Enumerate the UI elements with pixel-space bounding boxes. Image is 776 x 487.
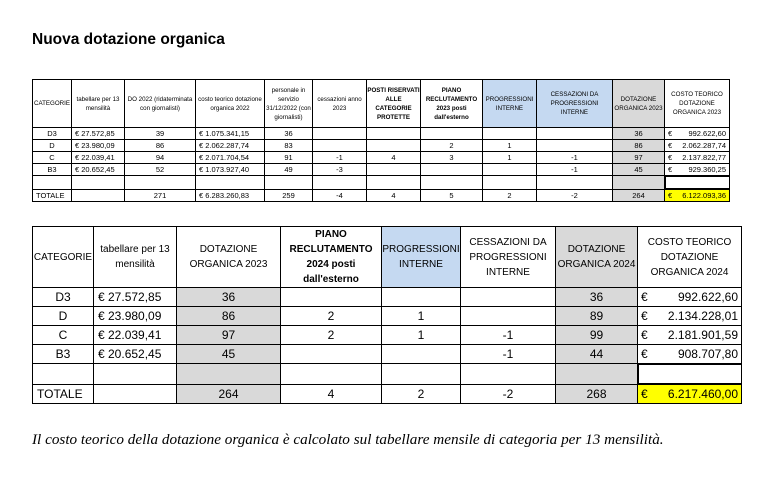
spacer-row	[33, 364, 742, 385]
currency-symbol: €	[668, 191, 673, 200]
table-row	[33, 152, 730, 164]
header-cell: PROGRESSIONI INTERNE	[483, 80, 537, 128]
header-cell: personale in servizio 31/12/2022 (con giornalisti)	[265, 80, 313, 128]
table-cell	[382, 345, 461, 364]
table-cell	[483, 164, 537, 176]
table-cell: B3	[33, 164, 72, 176]
cost-value: 992.622,60	[688, 129, 726, 138]
table-cell: 4	[367, 190, 421, 202]
table-cell: 4	[281, 385, 382, 404]
table-cell	[537, 128, 613, 140]
table-cell: C	[33, 152, 72, 164]
table-cell	[421, 164, 483, 176]
empty-cell	[537, 176, 613, 190]
cost-value: 6.122.093,36	[682, 191, 726, 200]
table-cell: -1	[461, 326, 556, 345]
table-cell: 2	[281, 326, 382, 345]
empty-cell	[281, 364, 382, 385]
cost-cell	[638, 385, 742, 404]
table-row	[33, 326, 742, 345]
currency-symbol: €	[668, 141, 673, 150]
table-cell: -2	[461, 385, 556, 404]
empty-cell	[613, 176, 665, 190]
table-cell: 259	[265, 190, 313, 202]
cost-cell	[665, 164, 730, 176]
table-cell: 86	[125, 140, 196, 152]
currency-symbol: €	[668, 129, 673, 138]
cost-cell	[665, 128, 730, 140]
currency-symbol: €	[641, 290, 648, 304]
table-cell: -3	[313, 164, 367, 176]
currency-symbol: €	[641, 387, 648, 401]
table-cell: 1	[483, 152, 537, 164]
table-cell: 39	[125, 128, 196, 140]
table-cell: D3	[33, 288, 94, 307]
table-cell: 97	[177, 326, 281, 345]
table-cell: 271	[125, 190, 196, 202]
table-cell: 2	[483, 190, 537, 202]
table-header-row	[33, 227, 742, 288]
table-cell	[382, 288, 461, 307]
header-cell: CESSAZIONI DA PROGRESSIONI INTERNE	[461, 227, 556, 288]
currency-symbol: €	[641, 328, 648, 342]
table-cell: 5	[421, 190, 483, 202]
cost-cell	[638, 326, 742, 345]
cost-value: 929.360,25	[688, 165, 726, 174]
empty-cell	[125, 176, 196, 190]
table-cell: -2	[537, 190, 613, 202]
table-cell: 52	[125, 164, 196, 176]
table-cell: -1	[461, 345, 556, 364]
table-cell	[313, 140, 367, 152]
table-row	[33, 140, 730, 152]
table-cell: 97	[613, 152, 665, 164]
empty-cell	[638, 364, 742, 384]
table-cell: 2	[421, 140, 483, 152]
table-cell: € 1.073.927,40	[196, 164, 265, 176]
empty-cell	[196, 176, 265, 190]
header-cell: CATEGORIE	[33, 227, 94, 288]
cost-cell	[665, 140, 730, 152]
empty-cell	[177, 364, 281, 385]
table-cell: 4	[367, 152, 421, 164]
table-cell: 99	[556, 326, 638, 345]
table-cell: € 20.652,45	[94, 345, 177, 364]
table-cell: 86	[613, 140, 665, 152]
cost-cell	[665, 190, 730, 202]
empty-cell	[461, 364, 556, 385]
table-cell: € 22.039,41	[94, 326, 177, 345]
header-cell: DOTAZIONE ORGANICA 2023	[177, 227, 281, 288]
cost-cell	[665, 152, 730, 164]
empty-cell	[556, 364, 638, 385]
empty-cell	[382, 364, 461, 385]
header-cell: POSTI RISERVATI ALLE CATEGORIE PROTETTE	[367, 80, 421, 128]
cost-value: 992.622,60	[677, 290, 738, 304]
table-cell: € 22.039,41	[72, 152, 125, 164]
table-cell: € 27.572,85	[72, 128, 125, 140]
table-cell	[94, 385, 177, 404]
table-cell: 36	[556, 288, 638, 307]
table-cell: 2	[382, 385, 461, 404]
table-cell	[281, 288, 382, 307]
table-row	[33, 307, 742, 326]
table-cell: 1	[382, 326, 461, 345]
cost-value: 2.134.228,01	[667, 309, 738, 323]
table-row	[33, 288, 742, 307]
table-dotazione-2023	[32, 79, 730, 202]
table-cell	[367, 128, 421, 140]
cost-cell	[638, 345, 742, 364]
header-cell: PIANO RECLUTAMENTO 2023 posti dall'esterno	[421, 80, 483, 128]
table-row	[33, 128, 730, 140]
header-cell: tabellare per 13 mensilità	[94, 227, 177, 288]
table-cell: 2	[281, 307, 382, 326]
empty-cell	[33, 176, 72, 190]
table-dotazione-2024	[32, 226, 742, 404]
table-cell: € 27.572,85	[94, 288, 177, 307]
table-cell: € 23.980,09	[72, 140, 125, 152]
header-cell: DOTAZIONE ORGANICA 2024	[556, 227, 638, 288]
table-cell: 45	[177, 345, 281, 364]
table-cell: 3	[421, 152, 483, 164]
table-cell: € 2.062.287,74	[196, 140, 265, 152]
currency-symbol: €	[641, 347, 648, 361]
header-cell: COSTO TEORICO DOTAZIONE ORGANICA 2024	[638, 227, 742, 288]
currency-symbol: €	[641, 309, 648, 323]
table-cell: C	[33, 326, 94, 345]
empty-cell	[367, 176, 421, 190]
header-cell: CESSAZIONI DA PROGRESSIONI INTERNE	[537, 80, 613, 128]
empty-cell	[265, 176, 313, 190]
table-cell: D	[33, 307, 94, 326]
empty-cell	[72, 176, 125, 190]
table-cell: B3	[33, 345, 94, 364]
table-cell	[421, 128, 483, 140]
header-cell: costo teorico dotazione organica 2022	[196, 80, 265, 128]
table-cell	[461, 307, 556, 326]
table-cell	[367, 140, 421, 152]
cost-value: 6.217.460,00	[667, 387, 738, 401]
header-cell: cessazioni anno 2023	[313, 80, 367, 128]
header-cell: PROGRESSIONI INTERNE	[382, 227, 461, 288]
table-cell: 49	[265, 164, 313, 176]
table-cell: 1	[382, 307, 461, 326]
header-cell: DO 2022 (ridaterminata con giornalisti)	[125, 80, 196, 128]
table-cell: 1	[483, 140, 537, 152]
total-row	[33, 385, 742, 404]
table-cell	[313, 128, 367, 140]
empty-cell	[313, 176, 367, 190]
table-cell: 36	[265, 128, 313, 140]
table-cell: € 1.075.341,15	[196, 128, 265, 140]
table-cell: € 6.283.260,83	[196, 190, 265, 202]
currency-symbol: €	[668, 153, 673, 162]
table-cell: 83	[265, 140, 313, 152]
table-cell: 36	[613, 128, 665, 140]
table-cell: TOTALE	[33, 385, 94, 404]
table-cell: 86	[177, 307, 281, 326]
page-title: Nuova dotazione organica	[32, 31, 225, 48]
table-cell	[461, 288, 556, 307]
footnote: Il costo teorico della dotazione organica è calcolato sul tabellare mensile di categoria per 13 mensilità.	[32, 431, 664, 448]
cost-value: 908.707,80	[677, 347, 738, 361]
table-cell: -4	[313, 190, 367, 202]
empty-cell	[94, 364, 177, 385]
empty-cell	[665, 176, 730, 189]
empty-cell	[33, 364, 94, 385]
table-cell: € 23.980,09	[94, 307, 177, 326]
header-cell: DOTAZIONE ORGANICA 2023	[613, 80, 665, 128]
table-cell	[537, 140, 613, 152]
table-cell: 44	[556, 345, 638, 364]
table-cell: 45	[613, 164, 665, 176]
table-cell: € 2.071.704,54	[196, 152, 265, 164]
table-cell: 89	[556, 307, 638, 326]
table-cell: -1	[537, 164, 613, 176]
table-cell: D3	[33, 128, 72, 140]
cost-value: 2.062.287,74	[682, 141, 726, 150]
table-cell: 36	[177, 288, 281, 307]
cost-value: 2.137.822,77	[682, 153, 726, 162]
table-cell: 91	[265, 152, 313, 164]
table-cell: -1	[537, 152, 613, 164]
cost-cell	[638, 288, 742, 307]
table-cell: 94	[125, 152, 196, 164]
header-cell: PIANO RECLUTAMENTO 2024 posti dall'esterno	[281, 227, 382, 288]
table-cell: € 20.652,45	[72, 164, 125, 176]
empty-cell	[421, 176, 483, 190]
table-cell: 264	[613, 190, 665, 202]
table-cell	[367, 164, 421, 176]
cost-value: 2.181.901,59	[667, 328, 738, 342]
spacer-row	[33, 176, 730, 190]
currency-symbol: €	[668, 165, 673, 174]
header-cell: tabellare per 13 mensilità	[72, 80, 125, 128]
table-header-row	[33, 80, 730, 128]
table-cell: 268	[556, 385, 638, 404]
table-cell: 264	[177, 385, 281, 404]
empty-cell	[483, 176, 537, 190]
table-row	[33, 164, 730, 176]
cost-cell	[638, 307, 742, 326]
table-row	[33, 345, 742, 364]
header-cell: CATEGORIE	[33, 80, 72, 128]
total-row	[33, 190, 730, 202]
header-cell: COSTO TEORICO DOTAZIONE ORGANICA 2023	[665, 80, 730, 128]
table-cell	[281, 345, 382, 364]
table-cell	[483, 128, 537, 140]
table-cell: TOTALE	[33, 190, 72, 202]
table-cell	[72, 190, 125, 202]
table-cell: -1	[313, 152, 367, 164]
table-cell: D	[33, 140, 72, 152]
